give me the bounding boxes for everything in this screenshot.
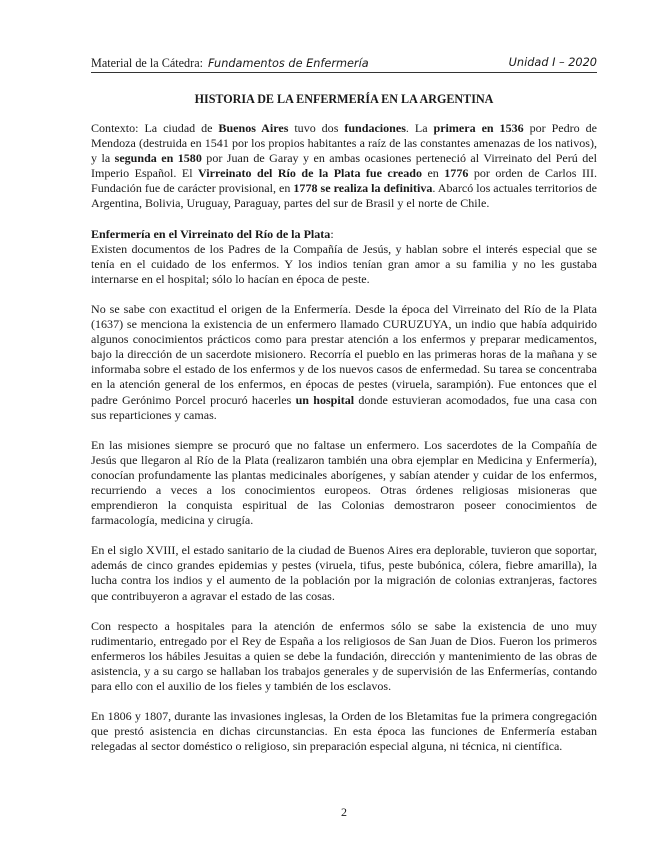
header-left bbox=[91, 55, 369, 72]
curuzuya-bold: un hospital bbox=[295, 392, 355, 407]
document-body bbox=[91, 121, 597, 769]
contexto-text: por orden de Carlos III. Fundación fue de carácter provisional, en bbox=[91, 166, 597, 196]
section-heading: Enfermería en el Virreinato del Río de la Plata bbox=[91, 226, 331, 241]
page-header bbox=[91, 55, 597, 71]
contexto-bold: primera en 1536 bbox=[433, 121, 524, 135]
header-label: Material de la Cátedra: bbox=[91, 56, 204, 70]
contexto-bold: Virreinato del Río de la Plata fue creado bbox=[198, 166, 422, 181]
contexto-bold: fundaciones bbox=[344, 121, 406, 135]
page-number: 2 bbox=[341, 805, 347, 819]
contexto-bold: 1776 bbox=[444, 166, 469, 181]
contexto-text: Contexto: La ciudad de bbox=[91, 121, 219, 135]
siglo-paragraph: En el siglo XVIII, el estado sanitario de la ciudad de Buenos Aires era deplorable, tuvieron que soportar, además de cinco grandes epidemias y pestes (viruela, tifus, peste bubónica, cólera, fiebre amarilla), la lucha contra los indios y el aumento de la población por la migración de colonias extranjeras, factores que contribuyeron a agravar el estado de las cosas. bbox=[91, 543, 597, 603]
virreinato-heading-line bbox=[91, 227, 597, 242]
contexto-paragraph bbox=[91, 121, 597, 212]
virreinato-paragraph: Existen documentos de los Padres de la Compañía de Jesús, y hablan sobre el interés especial que se tenía en el cuidado de los enfermos. Y los indios tenían gran amor a su familia y no les gustaba internarse en el hospital; sólo lo hacían en época de peste. bbox=[91, 241, 597, 286]
contexto-bold: 1778 se realiza la definitiva bbox=[293, 181, 433, 196]
curuzuya-text: donde estuvieran acomodados, fue una casa con sus reparticiones y camas. bbox=[91, 392, 597, 422]
contexto-text: tuvo dos bbox=[288, 121, 345, 135]
misiones-paragraph: En las misiones siempre se procuró que no faltase un enfermero. Los sacerdotes de la Compañía de Jesús que llegaron al Río de la Plata (realizaron también una obra ejemplar en Medicina y Enfermería), conocían profundamente las plantas medicinales aborígenes, y sabían atender y cuidar de los enfermos, recurriendo a veces a los conocimientos europeos. Otras órdenes religiosas misioneras que emprendieron la conquista espiritual de las Colonias demostraron poseer conocimientos de farmacología, medicina y cirugía. bbox=[91, 437, 597, 528]
curuzuya-paragraph bbox=[91, 302, 597, 423]
document-page bbox=[91, 0, 597, 848]
invasiones-paragraph: En 1806 y 1807, durante las invasiones inglesas, la Orden de los Bletamitas fue la primera congregación que prestó asistencia en dichas circunstancias. En esta época las funciones de Enfermería estaban relegadas al sector doméstico o religioso, sin preparación especial alguna, ni técnica, ni científica. bbox=[91, 709, 597, 754]
document-title: HISTORIA DE LA ENFERMERÍA EN LA ARGENTINA bbox=[194, 92, 494, 106]
hospitales-paragraph: Con respecto a hospitales para la atención de enfermos sólo se sabe la existencia de uno muy rudimentario, entregado por el Rey de España a los religiosos de San Juan de Dios. Fueron los primeros enfermeros los hábiles Jesuitas a quien se debe la fundación, dirección y mantenimiento de las obras de asistencia, y a su cargo se hallaban los trabajos generales y de supervisión de las Enfermerías, contando para ello con el auxilio de los fieles y también de los esclavos. bbox=[91, 618, 597, 693]
contexto-bold: Buenos Aires bbox=[218, 121, 289, 135]
curuzuya-text: No se sabe con exactitud el origen de la Enfermería. Desde la época del Virreinato del Río de la Plata (1637) se menciona la existencia de un enfermero llamado CURUZUYA, un indio que había adquirido algunos conocimientos prácticos como para prestar atención a los enfermos y preparar medicamentos, bajo la dirección de un sacerdote misionero. Recorría el pueblo en las primeras horas de la mañana y se informaba sobre el estado de los enfermos y de los nuevos casos de enfermedad. Su tarea se concentraba en la atención general de los enfermos, en épocas de pestes (viruela, sarampión). Fue entonces que el padre Gerónimo Porcel procuró hacerles bbox=[91, 301, 597, 407]
contexto-text: . La bbox=[405, 121, 434, 135]
heading-colon: : bbox=[330, 226, 334, 241]
contexto-text: en bbox=[422, 166, 445, 181]
contexto-text: . Abarcó los actuales territorios de Argentina, Bolivia, Uruguay, Paraguay, partes del sur de Brasil y el norte de Chile. bbox=[91, 181, 598, 211]
contexto-text: por Pedro de Mendoza (destruida en 1541 por los propios habitantes a raíz de las constantes amenazas de los nativos), y la bbox=[91, 121, 597, 166]
contexto-text: por Juan de Garay y en ambas ocasiones perteneció al Virreinato del Perú del Imperio Español. El bbox=[91, 151, 597, 181]
contexto-bold: segunda en 1580 bbox=[114, 151, 202, 166]
header-course: Fundamentos de Enfermería bbox=[208, 57, 369, 70]
header-unit: Unidad I – 2020 bbox=[508, 56, 597, 69]
header-rule bbox=[91, 72, 597, 73]
